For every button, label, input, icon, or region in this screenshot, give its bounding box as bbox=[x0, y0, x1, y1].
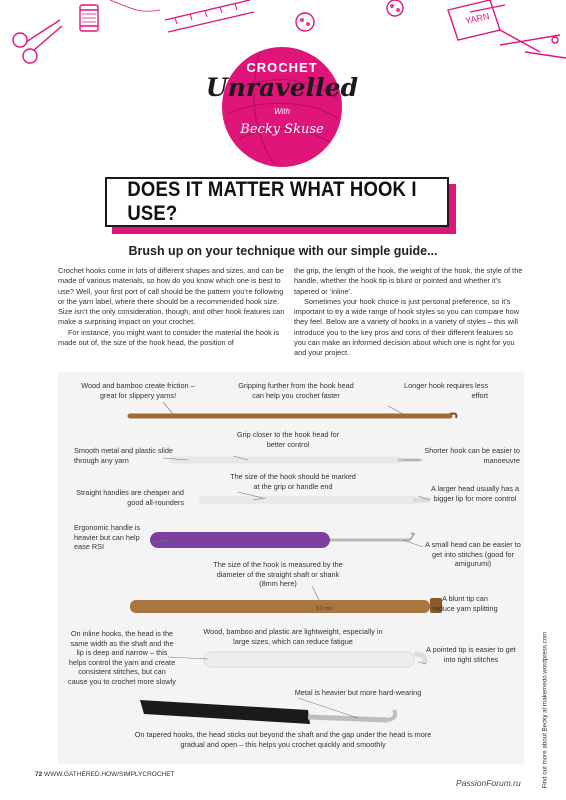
footer-url: WWW.GATHERED.HOW/SIMPLYCROCHET bbox=[44, 771, 175, 778]
headline-box bbox=[105, 177, 449, 227]
bamboo-large-hook bbox=[130, 598, 442, 613]
page-title: DOES IT MATTER WHAT HOOK I USE? bbox=[127, 178, 417, 225]
label-size-measured: The size of the hook is measured by the diameter of the straight shaft or shank (8mm here) bbox=[213, 560, 343, 589]
hook-size-print: 8.0 mm bbox=[316, 606, 333, 612]
side-note-container bbox=[537, 590, 547, 790]
wooden-long-hook bbox=[130, 414, 456, 419]
white-plastic-hook bbox=[204, 652, 425, 667]
subheading: Brush up on your technique with our simple guide... bbox=[128, 244, 438, 258]
thread-spool-icon bbox=[80, 5, 98, 31]
label-tapered-hooks: On tapered hooks, the head sticks out beyond the shaft and the gap under the head is more gradual and open – this helps you crochet quickly and smoothly bbox=[134, 730, 432, 749]
button-icon bbox=[296, 13, 314, 31]
page-footer bbox=[35, 771, 175, 778]
label-longer-hook: Longer hook requires less effort bbox=[404, 381, 488, 400]
badge-top: CROCHET bbox=[246, 60, 318, 75]
svg-text:YARN: YARN bbox=[464, 11, 491, 26]
badge-with: With bbox=[274, 107, 290, 116]
badge-author: Becky Skuse bbox=[240, 122, 324, 137]
side-note: Find out more about Becky at makemedo.wordpress.com bbox=[541, 631, 549, 789]
label-small-head: A small head can be easier to get into stitches (good for amigurumi) bbox=[425, 540, 521, 569]
badge-main: Unravelled bbox=[205, 73, 359, 102]
yarn-label-icon bbox=[448, 0, 540, 52]
watermark: PassionForum.ru bbox=[456, 778, 521, 788]
body-paragraph: Sometimes your hook choice is just personal preference, so it’s important to try a wide range of hook styles so you can compare how they feel. Below are a variety of hooks in a variety of styles – this will introduce you to the key pros and cons of their different features so you can make an informed decision about which one is right for you and your project. bbox=[294, 296, 520, 358]
label-inline-hooks: On inline hooks, the head is the same width as the shaft and the lip is deep and narrow – this helps control the yarn and create consistent stitches, but can cause you to crochet more slowly bbox=[68, 629, 176, 686]
label-lightweight: Wood, bamboo and plastic are lightweight, especially in large sizes, which can reduce fatigue bbox=[203, 627, 383, 646]
body-column-1 bbox=[58, 266, 290, 348]
label-straight-handles: Straight handles are cheaper and good all-rounders bbox=[76, 488, 184, 507]
label-ergonomic: Ergonomic handle is heavier but can help ease RSI bbox=[74, 523, 141, 552]
body-paragraph: Crochet hooks come in lots of different shapes and sizes, and can be made of various materials, so how do you know which one is best to use? Well, your first port of call should be the pattern you’re following or the yarn label, where there should be a recommended hook size. Size isn’t the only consideration, though, and other hook features can make a surprising impact on your crochet. bbox=[58, 266, 285, 327]
body-paragraph: For instance, you might want to consider the material the hook is made out of, the size of the hook head, the position of bbox=[58, 327, 280, 348]
body-column-2 bbox=[294, 266, 526, 359]
label-wood-friction: Wood and bamboo create friction – great for slippery yarns! bbox=[81, 381, 195, 400]
scissors-icon bbox=[13, 20, 62, 63]
label-pointed-tip: A pointed tip is easier to get into tight stitches bbox=[426, 645, 516, 664]
crochet-unravelled-badge bbox=[205, 44, 359, 170]
body-paragraph: the grip, the length of the hook, the weight of the hook, the style of the handle, whether the hook tip is blunt or pointed and whether it’s tapered or ‘inline’. bbox=[294, 266, 523, 296]
label-blunt-tip: A blunt tip can reduce yarn splitting bbox=[432, 594, 498, 613]
black-handle-hook bbox=[140, 700, 395, 724]
needle-icon bbox=[500, 35, 566, 58]
label-shorter-hook: Shorter hook can be easier to manoeuvre bbox=[424, 446, 520, 465]
hooks-photo bbox=[58, 372, 524, 764]
label-larger-head: A larger head usually has a bigger lip for more control bbox=[430, 484, 520, 503]
tape-measure-icon bbox=[165, 0, 254, 32]
purple-ergonomic-hook bbox=[150, 532, 414, 548]
button-icon-2 bbox=[387, 0, 403, 16]
label-size-marked: The size of the hook should be marked at the grip or handle end bbox=[230, 472, 356, 491]
label-grip-further: Gripping further from the hook head can help you crochet faster bbox=[238, 381, 354, 400]
label-grip-closer: Grip closer to the hook head for better control bbox=[236, 430, 340, 449]
page-number: 72 bbox=[35, 771, 43, 778]
label-metal-heavier: Metal is heavier but more hard-wearing bbox=[294, 688, 422, 697]
label-smooth-metal: Smooth metal and plastic slide through any yarn bbox=[74, 446, 173, 465]
